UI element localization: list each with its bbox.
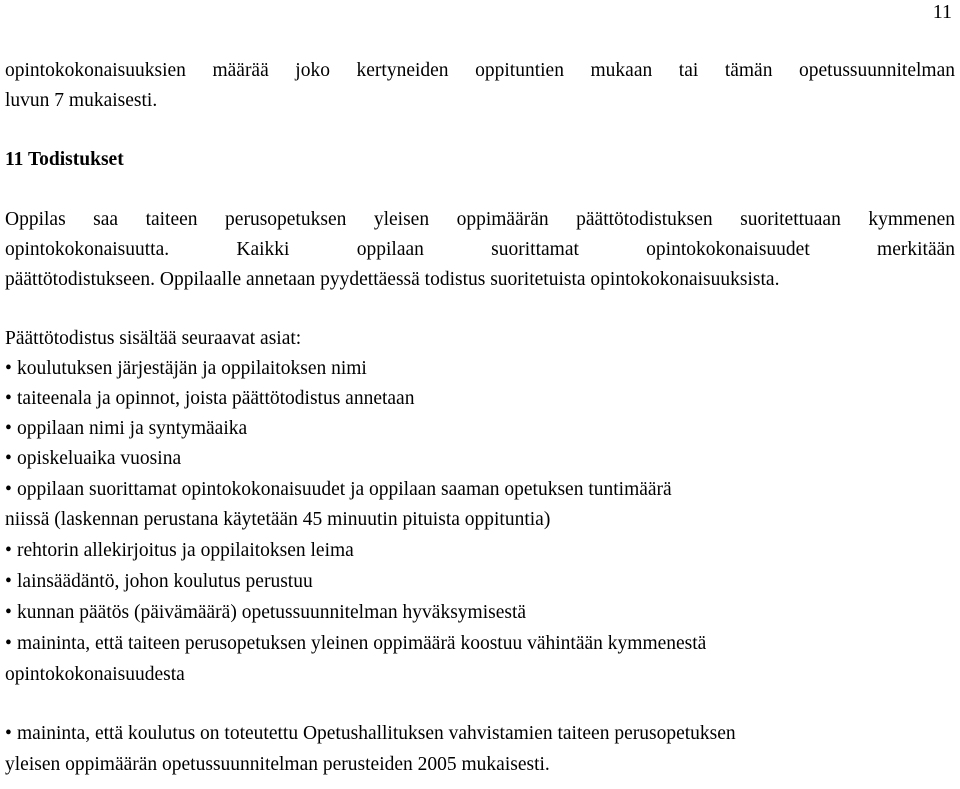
bullet: • [5, 418, 12, 439]
list-item [5, 447, 181, 471]
list-item-text: koulutuksen järjestäjän ja oppilaitoksen nimi [17, 358, 367, 379]
list-item-text: opiskeluaika vuosina [17, 448, 182, 469]
bullet: • [5, 723, 12, 744]
list-item-text: maininta, että koulutus on toteutettu Opetushallituksen vahvistamien taiteen perusopetuksen [17, 723, 736, 744]
bullet: • [5, 388, 12, 409]
list-item-text: maininta, että taiteen perusopetuksen yleinen oppimäärä koostuu vähintään kymmenestä [17, 633, 707, 654]
list-item [5, 387, 414, 411]
list-item [5, 601, 526, 625]
list-item [5, 417, 247, 441]
list-item-text: kunnan päätös (päivämäärä) opetussuunnitelman hyväksymisestä [17, 602, 527, 623]
list-item [5, 632, 706, 656]
paragraph-line: opintokokonaisuutta. Kaikki oppilaan suorittamat opintokokonaisuudet merkitään [5, 239, 955, 260]
bullet: • [5, 448, 12, 469]
list-item-text: taiteenala ja opinnot, joista päättötodistus annetaan [17, 388, 415, 409]
list-item-continuation: yleisen oppimäärän opetussuunnitelman perusteiden 2005 mukaisesti. [5, 754, 550, 775]
list-item-continuation: niissä (laskennan perustana käytetään 45 minuutin pituista oppituntia) [5, 509, 551, 530]
list-item-text: rehtorin allekirjoitus ja oppilaitoksen leima [17, 540, 354, 561]
list-item [5, 570, 313, 594]
list-item [5, 722, 736, 746]
list-item [5, 478, 672, 502]
list-item [5, 357, 367, 381]
bullet: • [5, 540, 12, 561]
list-intro: Päättötodistus sisältää seuraavat asiat: [5, 328, 302, 349]
list-item-continuation: opintokokonaisuudesta [5, 664, 185, 685]
paragraph-line: Oppilas saa taiteen perusopetuksen yleisen oppimäärän päättötodistuksen suoritettuaan kymmenen [5, 209, 955, 230]
paragraph-line: luvun 7 mukaisesti. [5, 90, 158, 111]
paragraph-line: opintokokonaisuuksien määrää joko kertyneiden oppituntien mukaan tai tämän opetussuunnitelman [5, 60, 955, 81]
bullet: • [5, 571, 12, 592]
bullet: • [5, 479, 12, 500]
list-item-text: oppilaan suorittamat opintokokonaisuudet ja oppilaan saaman opetuksen tuntimäärä [17, 479, 672, 500]
bullet: • [5, 602, 12, 623]
bullet: • [5, 358, 12, 379]
list-item-text: oppilaan nimi ja syntymäaika [17, 418, 248, 439]
bullet: • [5, 633, 12, 654]
list-item-text: lainsäädäntö, johon koulutus perustuu [17, 571, 313, 592]
paragraph-line: päättötodistukseen. Oppilaalle annetaan pyydettäessä todistus suoritetuista opintokokonaisuuksista. [5, 269, 780, 290]
page-number: 11 [932, 1, 952, 23]
list-item [5, 539, 354, 563]
section-heading: 11 Todistukset [5, 149, 124, 170]
